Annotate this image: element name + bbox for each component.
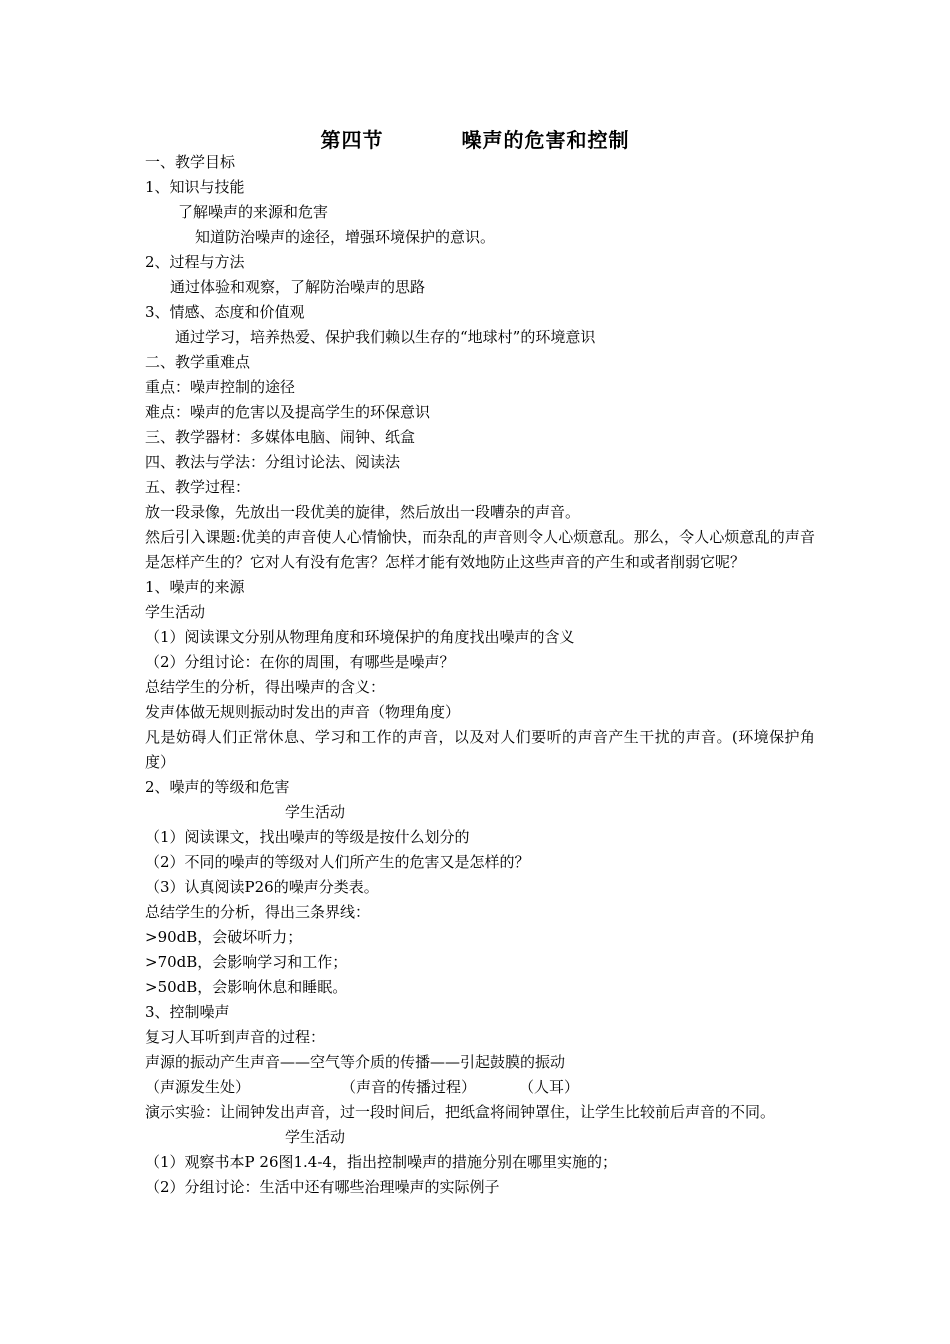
- student-activity-label: 学生活动: [285, 1128, 346, 1146]
- paragraph: 声源的振动产生声音——空气等介质的传播——引起鼓膜的振动: [145, 1053, 566, 1071]
- list-item: （2）分组讨论：在你的周围，有哪些是噪声？: [145, 653, 455, 671]
- page-title: [0, 124, 950, 153]
- student-activity-label: 学生活动: [285, 803, 346, 821]
- subheading-knowledge-skills: 1、知识与技能: [145, 178, 245, 196]
- list-item: （1）阅读课文分别从物理角度和环境保护的角度找出噪声的含义: [145, 628, 575, 646]
- list-item: >50dB，会影响休息和睡眠。: [145, 978, 348, 996]
- list-item: （2）分组讨论：生活中还有哪些治理噪声的实际例子: [145, 1178, 500, 1196]
- process-label: （声源发生处）: [145, 1078, 251, 1096]
- subheading-process-method: 2、过程与方法: [145, 253, 245, 271]
- title-topic: 噪声的危害和控制: [461, 128, 630, 152]
- paragraph: 总结学生的分析，得出噪声的含义：: [145, 678, 386, 696]
- list-item: （1）阅读课文，找出噪声的等级是按什么划分的: [145, 828, 470, 846]
- paragraph: 发声体做无规则振动时发出的声音（物理角度）: [145, 703, 461, 721]
- student-activity-label: 学生活动: [145, 603, 206, 621]
- heading-methods: 四、教法与学法：分组讨论法、阅读法: [145, 453, 401, 471]
- paragraph: 难点：噪声的危害以及提高学生的环保意识: [145, 403, 431, 421]
- subheading-noise-control: 3、控制噪声: [145, 1003, 230, 1021]
- process-label: （人耳）: [519, 1078, 580, 1096]
- paragraph: 知道防治噪声的途径，增强环境保护的意识。: [195, 228, 496, 246]
- subheading-emotion-values: 3、情感、态度和价值观: [145, 303, 305, 321]
- heading-teaching-goals: 一、教学目标: [145, 153, 236, 171]
- paragraph: 了解噪声的来源和危害: [178, 203, 329, 221]
- paragraph: 总结学生的分析，得出三条界线：: [145, 903, 371, 921]
- list-item: （1）观察书本P 26图1.4-4，指出控制噪声的措施分别在哪里实施的；: [145, 1153, 617, 1171]
- process-label: （声音的传播过程）: [341, 1078, 477, 1096]
- heading-key-points: 二、教学重难点: [145, 353, 251, 371]
- list-item: （3）认真阅读P26的噪声分类表。: [145, 878, 379, 896]
- list-item: >90dB，会破坏听力；: [145, 928, 303, 946]
- list-item: >70dB，会影响学习和工作；: [145, 953, 348, 971]
- paragraph: 然后引入课题:优美的声音使人心情愉快，而杂乱的声音则令人心烦意乱。那么，令人心烦意乱的声音是怎样产生的？它对人有没有危害？怎样才能有效地防止这些声音的产生和或者削弱它呢？: [145, 528, 815, 571]
- paragraph: 放一段录像，先放出一段优美的旋律，然后放出一段嘈杂的声音。: [145, 503, 581, 521]
- heading-equipment: 三、教学器材：多媒体电脑、闹钟、纸盒: [145, 428, 416, 446]
- paragraph: 演示实验：让闹钟发出声音，过一段时间后，把纸盒将闹钟罩住，让学生比较前后声音的不同。: [145, 1103, 776, 1121]
- process-labels-row: [145, 1075, 815, 1100]
- paragraph: 复习人耳听到声音的过程：: [145, 1028, 326, 1046]
- title-section-number: 第四节: [320, 128, 384, 152]
- subheading-noise-levels: 2、噪声的等级和危害: [145, 778, 290, 796]
- paragraph: 凡是妨碍人们正常休息、学习和工作的声音，以及对人们要听的声音产生干扰的声音。(环境保护角度）: [145, 728, 815, 771]
- document-body: [145, 150, 815, 1200]
- paragraph: 通过体验和观察，了解防治噪声的思路: [170, 278, 426, 296]
- paragraph: 重点：噪声控制的途径: [145, 378, 296, 396]
- list-item: （2）不同的噪声的等级对人们所产生的危害又是怎样的？: [145, 853, 530, 871]
- subheading-noise-source: 1、噪声的来源: [145, 578, 245, 596]
- paragraph: 通过学习，培养热爱、保护我们赖以生存的“地球村”的环境意识: [175, 328, 596, 346]
- heading-teaching-process: 五、教学过程：: [145, 478, 251, 496]
